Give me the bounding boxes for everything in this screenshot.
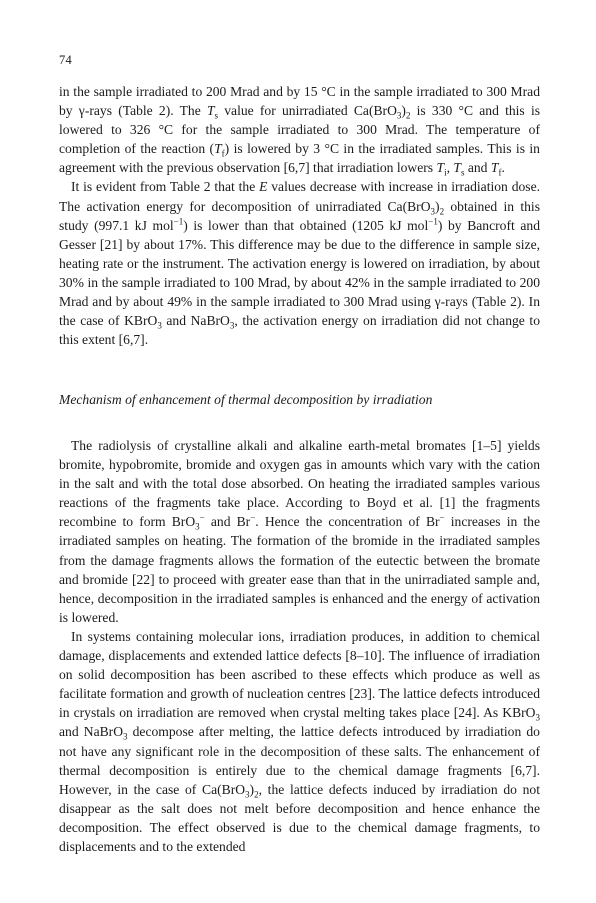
body-text-bottom	[59, 436, 540, 856]
section-heading: Mechanism of enhancement of thermal decomposition by irradiation	[59, 392, 433, 407]
paragraph-2: It is evident from Table 2 that the E values decrease with increase in irradiation dose. The activation energy for decomposition of unirradiated $Ca(BrO_3)_2$ obtained in this study (997.1 kJ mol$^{-1}$) is lower than that obtained (1205 kJ mol$^{-1}$) by Bancroft and Gesser [21] by about 17%. This difference may be due to the difference in sample size, heating rate or the instrument. The activation energy is lowered on irradiation, by about 30% in the sample irradiated to 100 Mrad, by about 42% in the sample irradiated to 200 Mrad and by about 49% in the sample irradiated to 300 Mrad using γ-rays (Table 2). In the case of KBrO$_3$ and NaBrO$_3$, the activation energy on irradiation did not change to this extent [6,7].	[59, 179, 541, 348]
paragraph-4: In systems containing molecular ions, irradiation produces, in addition to chemical damage, displacements and extended lattice defects [8–10]. The influence of irradiation on solid decomposition has been ascribed to these effects which produce as well as facilitate formation and growth of nucleation centres [23]. The lattice defects introduced in crystals on irradiation are removed when crystal melting takes place [24]. As KBrO$_3$ and NaBrO$_3$ decompose after melting, the lattice defects introduced by irradiation do not have any significant role in the decomposition of these salts. The enhancement of thermal decomposition is entirely due to the chemical damage fragments [6,7]. However, in the case of $Ca(BrO_3)_2$, the lattice defects induced by irradiation do not disappear as the salt does not melt before decomposition and hence enhance the decomposition. The effect observed is due to the chemical damage fragments, to displacements and to the extended	[59, 628, 540, 854]
body-text-top	[59, 82, 540, 349]
page-number: 74	[59, 53, 72, 67]
paragraph-1: in the sample irradiated to 200 Mrad and by 15 °C in the sample irradiated to 300 Mrad by γ-rays (Table 2). The $T_s$ value for unirradiated $Ca(BrO_3)_2$ is 330 °C and this is lowered to 326 °C for the sample irradiated to 300 Mrad. The temperature of completion of the reaction $(T_f)$ is lowered by 3 °C in the irradiated samples. This is in agreement with the previous observation [6,7] that irradiation lowers $T_i$, $T_s$ and $T_f$.	[59, 84, 541, 179]
paragraph-3: The radiolysis of crystalline alkali and alkaline earth-metal bromates [1–5] yields bromite, hypobromite, bromide and oxygen gas in amounts which vary with the cation in the salt and with the total dose absorbed. On heating the irradiated samples various reactions of the fragments take place. According to Boyd et al. [1] the fragments recombine to form BrO$_3$− and Br−. Hence the concentration of Br− increases in the irradiated samples on heating. The formation of the bromide in the irradiated samples from the damage fragments allows the formation of the eutectic between the bromate and bromide [22] to proceed with greater ease than that in the unirradiated sample and, hence, decomposition in the irradiated samples is enhanced and the energy of activation is lowered.	[59, 438, 540, 625]
